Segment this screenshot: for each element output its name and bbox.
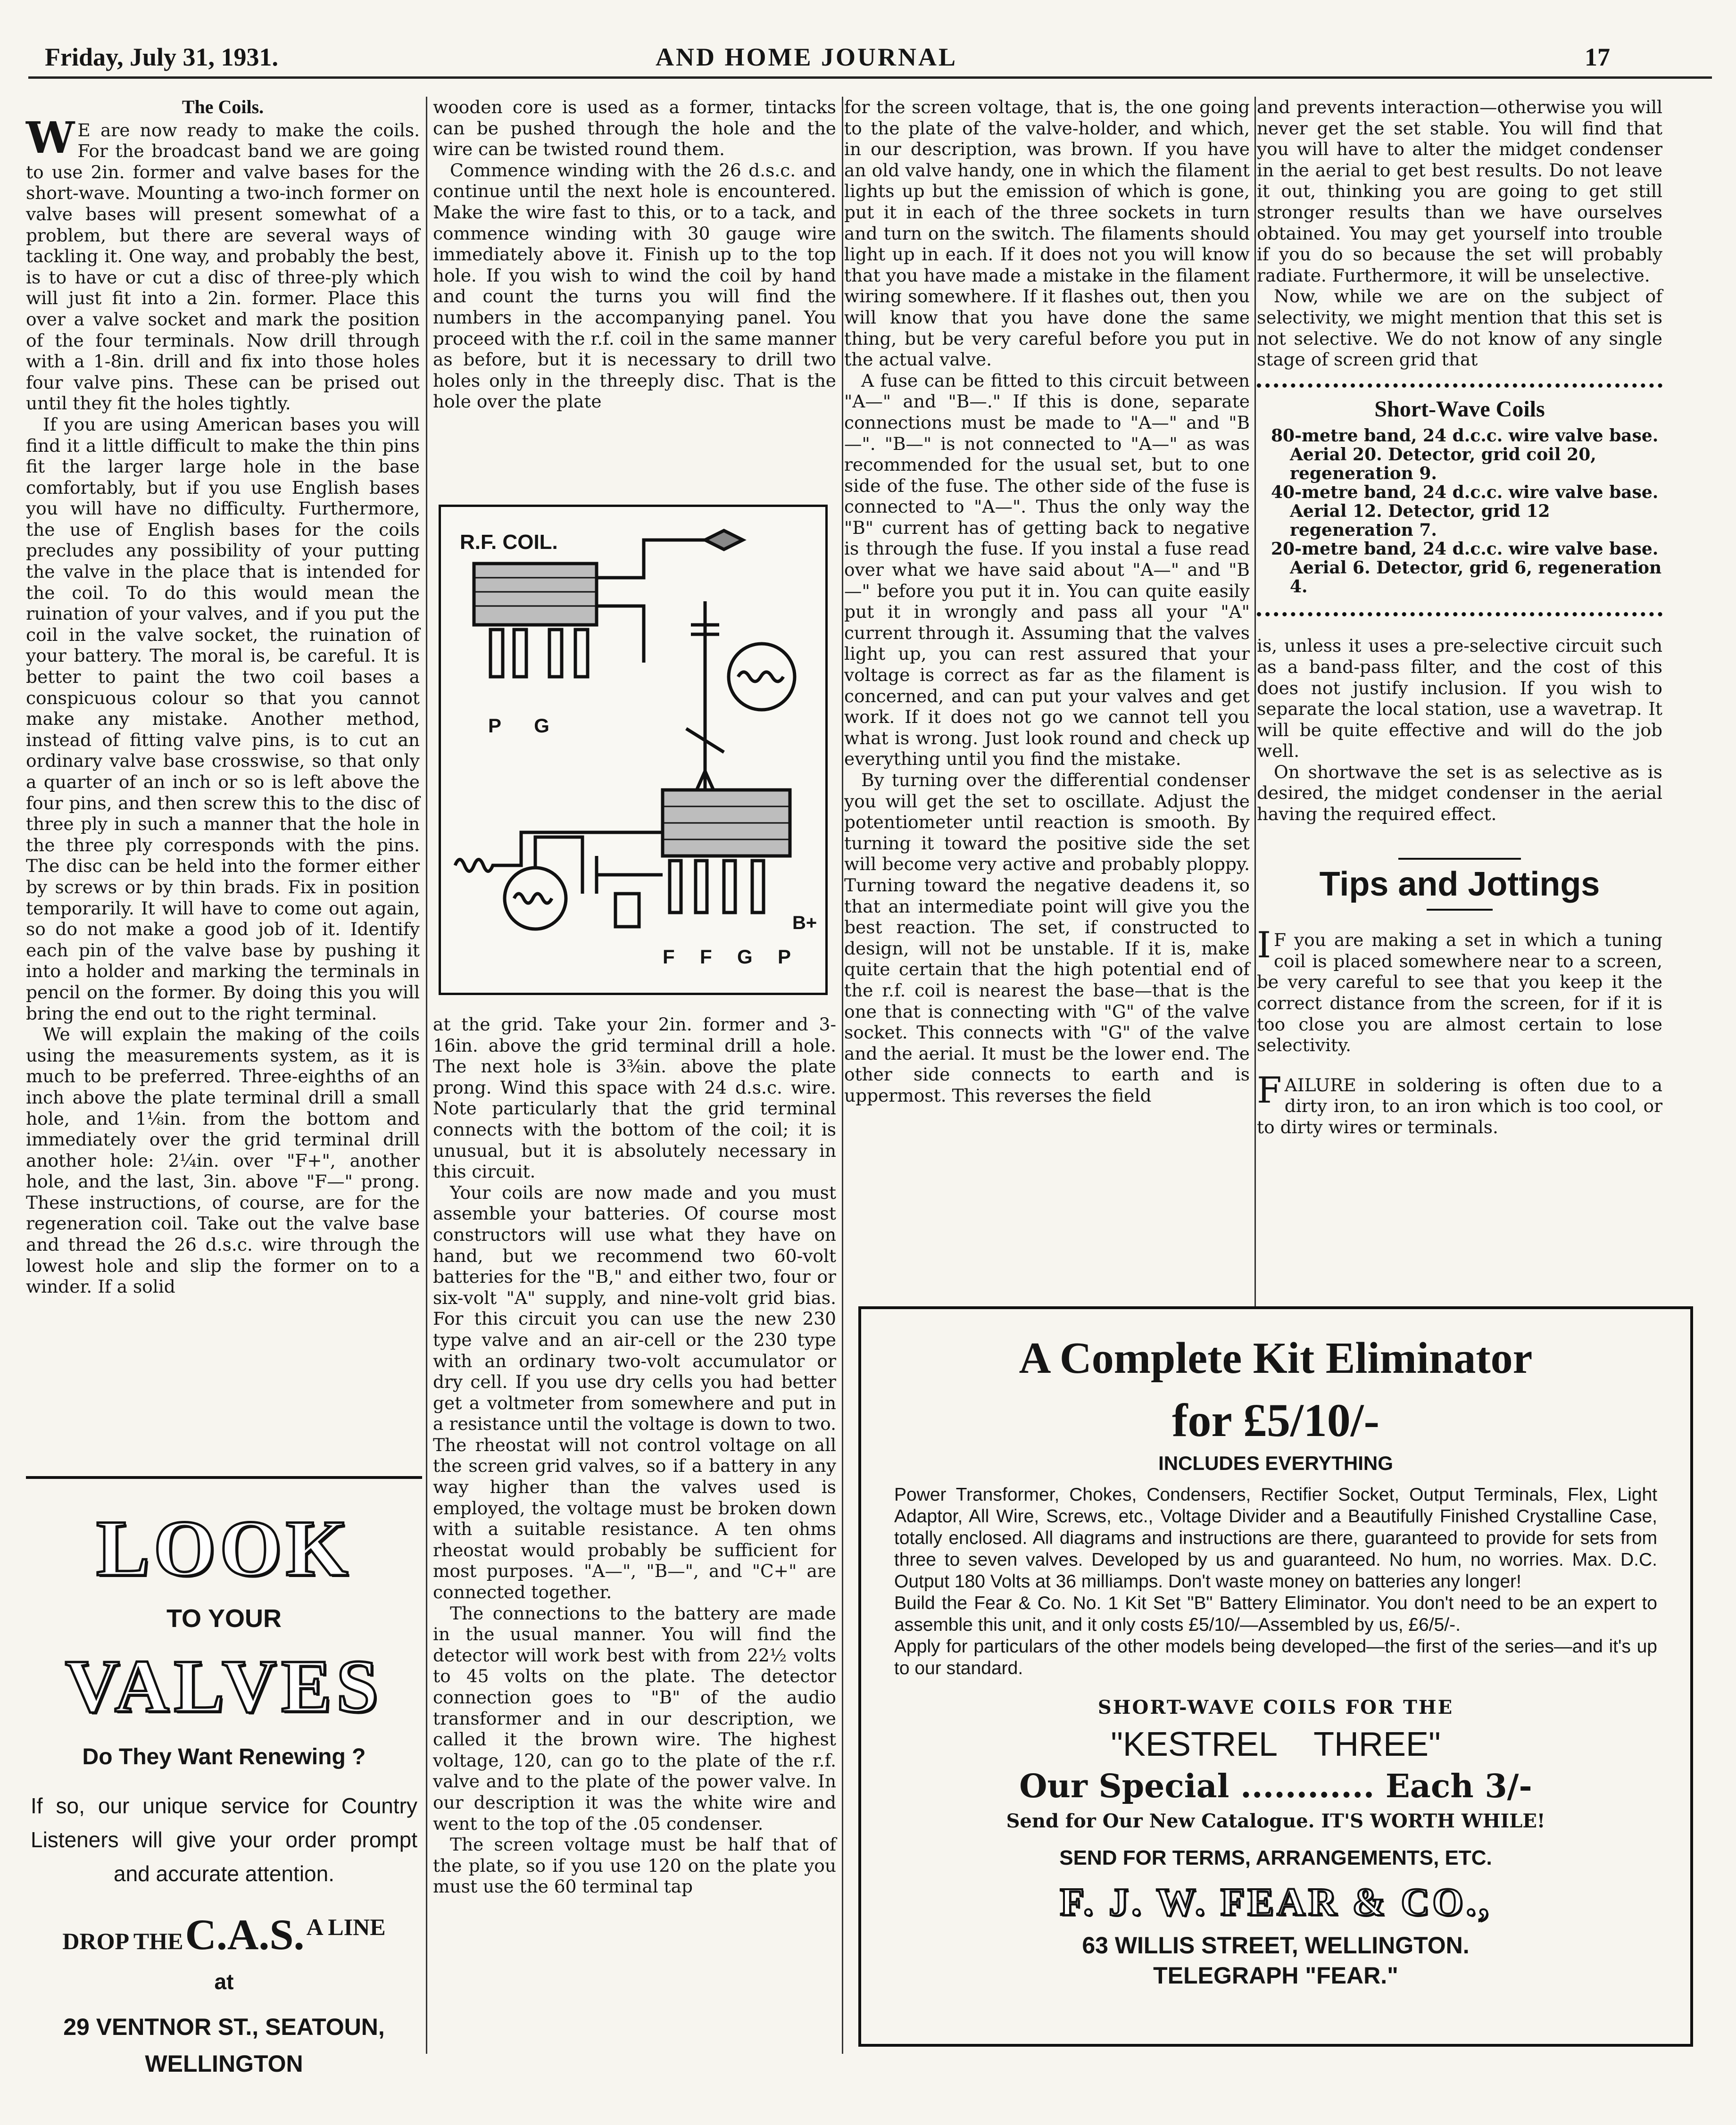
diagram-pin-labels-top: P G [488, 714, 549, 737]
article-paragraph: On shortwave the set is as selective as is desired, the midget condenser in the aerial having the required effect. [1257, 761, 1662, 825]
cas-advertisement [26, 1476, 422, 2077]
ad-to-your: TO YOUR [166, 1604, 282, 1633]
drop-cap: W [26, 112, 75, 163]
tip-paragraph: FAILURE in soldering is often due to a dirty iron, to an iron which is too cool, or to dirty wires or terminals. [1257, 1069, 1662, 1137]
ad-valves-headline: VALVES [65, 1644, 383, 1728]
section-heading-coils: The Coils. [182, 96, 264, 117]
article-column-1 [26, 97, 420, 1297]
journal-title: AND HOME JOURNAL [656, 43, 957, 71]
article-paragraph: W E are now ready to make the coils. For the broadcast band we are going to use 2in. former and valve bases for the short-wave. Mounting a two-inch former on valve bases will present somewhat of a problem, but there are several ways of tackling it. One way, and probably the best, is to have or cut a disc of three-ply which will just fit into a 2in. former. Place this over a valve socket and mark the position of the four terminals. Now drill through with a 1-8in. drill and fix into those holes four valve pins. These can be prised out until they fit the holes tightly. [26, 112, 420, 414]
panel-rule-top [1257, 383, 1662, 388]
article-paragraph: A fuse can be fitted to this circuit between "A—" and "B—." If this is done, separate connections must be made to "A—" and "B—". "B—" is not connected to "A—" as was recommended for the usual set, but to one side of the fuse. The other side of the fuse is connected to "A—". Thus the only way the "B" current has of getting back to negative is through the fuse. If you instal a fuse read over what we have said about "A—" and "B—" before you put it in. You can quite easily put it in wrongly and pass all your "A" current through it. Assuming that the valves light up, you can rest assured that your voltage is correct as far as the filament is concerned, and can put your valves and get work. If it does not go we cannot tell you what is wrong. Just look round and check up everything until you find the mistake. [844, 370, 1250, 770]
article-column-3 [844, 97, 1250, 1106]
tips-title: Tips and Jottings [1319, 865, 1600, 903]
masthead-rule [28, 76, 1712, 79]
tip-paragraph: I F you are making a set in which a tuning coil is placed somewhere near to a screen, be very careful to see that you keep it the correct distance from the screen, for if it is too close you are almost certain to lose selectivity. [1257, 924, 1662, 1056]
ad-question: Do They Want Renewing ? [82, 1744, 366, 1769]
diagram-bplus-label: B+ [792, 913, 817, 933]
ad-title: A Complete Kit Eliminator [1019, 1334, 1533, 1383]
ad-address: 29 VENTNOR ST., SEATOUN, [63, 2014, 385, 2040]
column-rule-3 [1254, 97, 1256, 1309]
fear-advertisement [858, 1306, 1693, 2047]
panel-rule-bottom [1257, 612, 1662, 616]
column-rule-2 [842, 97, 843, 2054]
article-column-2-continued [433, 1014, 836, 1897]
coil-entry-40m: 40-metre band, 24 d.c.c. wire valve base. Aerial 12. Detector, grid 12 regeneration 7. [1271, 482, 1659, 540]
ad-street: 63 WILLIS STREET, WELLINGTON. [1082, 1932, 1470, 1959]
article-paragraph: The connections to the battery are made in the usual manner. You will find the detector will work best with from 22½ volts to 45 volts on the plate. The detector connection goes to "B" of the audio transformer and in our description, we called it the brown wire. The highest voltage, 120, can go to the plate of the r.f. valve and to the plate of the power valve. In our description it was the white wire and went to the top of the .05 condenser. [433, 1602, 836, 1834]
article-paragraph: is, unless it uses a pre-selective circuit such as a band-pass filter, and the cost of this does not justify inclusion. If you wish to separate the local station, use a wavetrap. It will be quite effective and will do the job well. [1257, 635, 1662, 762]
rf-coil-diagram [439, 505, 828, 995]
ad-coils-line: SHORT-WAVE COILS FOR THE [1097, 1696, 1454, 1718]
ad-kestrel: "KESTREL THREE" [1111, 1726, 1441, 1763]
ad-includes: INCLUDES EVERYTHING [1158, 1452, 1393, 1474]
article-column-2 [433, 97, 836, 412]
ad-terms: SEND FOR TERMS, ARRANGEMENTS, ETC. [1059, 1846, 1492, 1869]
panel-title: Short-Wave Coils [1374, 396, 1545, 422]
article-paragraph: and prevents interaction—otherwise you will never get the set stable. You will find that you will have to alter the midget condenser in the aerial to get best results. Do not leave it out, thinking you are going to get still stronger results than we have ourselves obtained. You may get yourself into trouble if you do so because the set will probably radiate. Furthermore, it will be unselective. [1257, 97, 1662, 286]
article-paragraph: By turning over the differential condenser you will get the set to oscillate. Adjust the potentiometer until reaction is smooth. By turning it toward the positive side the set will become very active and probably ploppy. Turning toward the negative deadens it, so that an intermediate point will give you the best reaction. The set, if constructed to design, will not be unstable. If it is, make quite certain that the high potential end of the r.f. coil is nearest the base—that is the one that is connecting with "G" of the valve socket. This connects with "G" of the valve and the aerial. It must be the lower end. The other side connects to earth and is uppermost. This reverses the field [844, 770, 1250, 1106]
article-paragraph: The screen voltage must be half that of the plate, so if you use 120 on the plate you must use the 60 terminal tap [433, 1834, 836, 1897]
page-number: 17 [1585, 43, 1610, 71]
ad-city: WELLINGTON [145, 2050, 303, 2077]
ad-price: for £5/10/- [1172, 1394, 1379, 1446]
tips-rule-top [1398, 858, 1521, 860]
ad-catalogue: Send for Our New Catalogue. IT'S WORTH WHILE! [1006, 1810, 1545, 1832]
article-paragraph: for the screen voltage, that is, the one going to the plate of the valve-holder, and which, in our description, was brown. If you have an old valve handy, one in which the filament lights up but the emission of which is gone, put it in each of the three sockets in turn and turn on the switch. The filaments should light up in each. If it does not you will know that you have made a mistake in the filament wiring somewhere. If it flashes out, then you will know that you have done the same thing, but be very careful before you put in the actual valve. [844, 97, 1250, 370]
coil-table [1271, 426, 1662, 596]
article-paragraph: If you are using American bases you will find it a little difficult to make the thin pins fit the larger large hole in the base comfortably, but if you use English bases you will have no difficulty. Furthermore, the use of English bases for the coils precludes any possibility of your putting the valve in the place that is intended for the coil. To do this would mean the ruination of your valves, and if you put the coil in the valve socket, the ruination of your battery. The moral is, be careful. It is better to paint the two coil bases a conspicuous colour so that you cannot make any mistake. Another method, instead of fitting valve pins, is to cut an ordinary valve base crosswise, so that only a quarter of an inch or so is left above the four pins, and then screw this to the disc of three ply in such a manner that the hole in the three ply corresponds with the pins. The disc can be held into the former either by screws or by thin brads. Fix in position temporarily. It will have to come out again, so do not make a good job of it. Identify each pin of the valve base by pushing it into a holder and marking the terminals in pencil on the former. By doing this you will bring the end out to the right terminal. [26, 414, 420, 1024]
article-paragraph: Commence winding with the 26 d.s.c. and continue until the next hole is encountered. Make the wire fast to this, or to a tack, and commence winding with 30 gauge wire immediately above it. Finish up to the top hole. If you wish to wind the coil by hand and count the turns you will find the numbers in the accompanying panel. You proceed with the r.f. coil in the same manner as before, but it is necessary to drill two holes only in the threeply disc. That is the hole over the plate [433, 159, 836, 412]
ad-at: at [214, 1969, 234, 1994]
article-paragraph: at the grid. Take your 2in. former and 3-16in. above the grid terminal drill a hole. The next hole is 3⅜in. above the plate prong. Wind this space with 24 d.s.c. wire. Note particularly that the grid terminal connects with the bottom of the coil; it is unusual, but it is absolutely necessary in this circuit. [433, 1014, 836, 1182]
coil-entry-80m: 80-metre band, 24 d.c.c. wire valve base. Aerial 20. Detector, grid coil 20, regeneration 9. [1271, 426, 1659, 484]
diagram-pin-labels-bottom: F F G P [663, 946, 796, 968]
issue-date: Friday, July 31, 1931. [45, 43, 279, 71]
article-paragraph: Your coils are now made and you must assemble your batteries. Of course most constructors will use what they have on hand, but we recommend two 60-volt batteries for the "B," and either two, four or six-volt "A" supply, and nine-volt grid bias. For this circuit you can use the new 230 type valve and an air-cell or the 230 type with an ordinary two-volt accumulator or dry cell. If you use dry cells you had better get a voltmeter from somewhere and put in a resistance until the voltage is down to two. The rheostat will not control voltage on all the screen grid valves, so if a battery in any way higher than the valves used is employed, the voltage must be broken down with a suitable resistance. A ten ohms rheostat would probably be sufficient for most purposes. "A—", "B—", and "C+" are connected together. [433, 1182, 836, 1603]
ad-body: Power Transformer, Chokes, Condensers, Rectifier Socket, Output Terminals, Flex, Light Adaptor, All Wire, Screws, etc., Voltage Divider and a Beautifully Finished Crystalline Case, totally enclosed. All diagrams and instructions are there, guaranteed to provide for sets from three to seven valves. Developed by us and guaranteed. No hum, no worries. Max. D.C. Output 180 Volts at 36 milliamps. Don't waste money on batteries any longer! Build the Fear & Co. No. 1 Kit Set "B" Battery Eliminator. You don't need to be an expert to assemble this unit, and it only costs £5/10/—Assembled by us, £6/5/-. Apply for particulars of the other models being developed—the first of the series—and it's up to our standard. [894, 1485, 1657, 1678]
tips-rule-bottom [1427, 909, 1493, 911]
ad-cas-brand: C.A.S. [185, 1910, 305, 1959]
ad-company: F. J. W. FEAR & CO., [1060, 1880, 1492, 1924]
coil-former-upper [474, 564, 597, 625]
ad-look-headline: LOOK [96, 1504, 352, 1593]
article-paragraph: Now, while we are on the subject of selectivity, we might mention that this set is not selective. We do not know of any single stage of screen grid that [1257, 286, 1662, 370]
article-paragraph: wooden core is used as a former, tintacks can be pushed through the hole and the wire can be twisted round them. [433, 97, 836, 160]
ad-body: If so, our unique service for Country Listeners will give your order prompt and accurate attention. [31, 1793, 417, 1886]
coil-entry-20m: 20-metre band, 24 d.c.c. wire valve base. Aerial 6. Detector, grid 6, regeneration 4. [1271, 539, 1662, 597]
article-column-4 [1257, 97, 1662, 1138]
article-paragraph: We will explain the making of the coils using the measurements system, as it is much to be preferred. Three-eighths of an inch above the plate terminal drill a small hole, and 1⅛in. from the bottom and immediately over the grid terminal drill another hole: 2¼in. over "F+", another hole, and the last, 3in. above "F—" prong. These instructions, of course, are for the regeneration coil. Take out the valve base and thread the 26 d.s.c. wire through the lowest hole and slip the former on to a winder. If a solid [26, 1024, 420, 1297]
column-rule-1 [426, 97, 427, 2054]
rf-coil-schematic [441, 507, 825, 993]
ad-drop-line: DROP THE C.A.S. A LINE [62, 1910, 386, 1959]
ad-special: Our Special ............ Each 3/- [1019, 1768, 1532, 1805]
ad-telegraph: TELEGRAPH "FEAR." [1153, 1962, 1398, 1989]
diagram-title: R.F. COIL. [460, 531, 558, 554]
